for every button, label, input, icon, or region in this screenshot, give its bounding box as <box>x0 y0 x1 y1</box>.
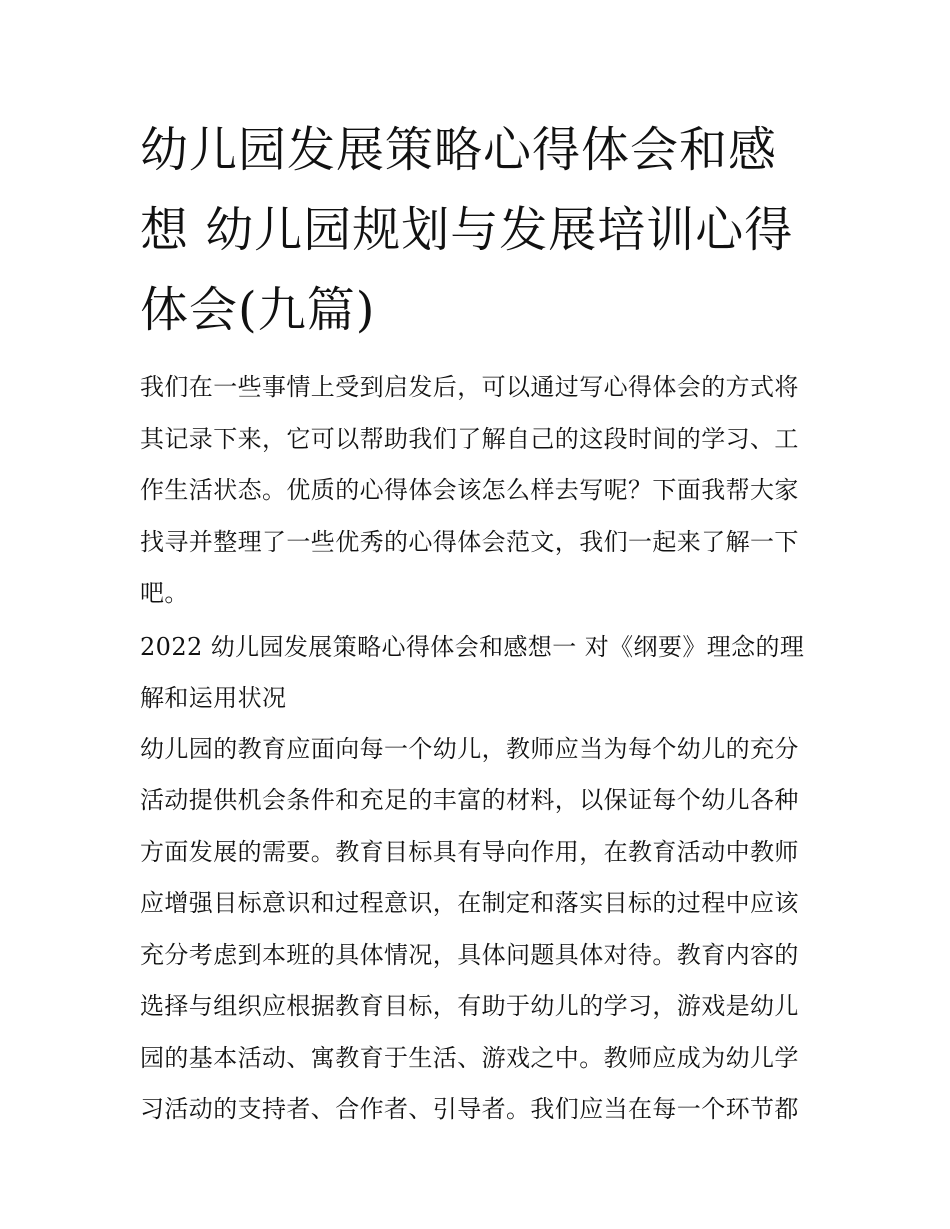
intro-paragraph: 我们在一些事情上受到启发后，可以通过写心得体会的方式将其记录下来，它可以帮助我们了解自己的这段时间的学习、工作生活状态。优质的心得体会该怎么样去写呢？下面我帮大家找寻并整理了一些优秀的心得体会范文，我们一起来了解一下吧。 <box>140 373 799 607</box>
document-title: 幼儿园发展策略心得体会和感想 幼儿园规划与发展培训心得体会(九篇) <box>140 122 794 338</box>
section-heading: 2022 幼儿园发展策略心得体会和感想一 对《纲要》理念的理解和运用状况 <box>140 632 805 712</box>
section-body-paragraph: 幼儿园的教育应面向每一个幼儿，教师应当为每个幼儿的充分活动提供机会条件和充足的丰富的材料，以保证每个幼儿各种方面发展的需要。教育目标具有导向作用，在教育活动中教师应增强目标意识和过程意识，在制定和落实目标的过程中应该充分考虑到本班的具体情况，具体问题具体对待。教育内容的选择与组织应根据教育目标，有助于幼儿的学习，游戏是幼儿园的基本活动、寓教育于生活、游戏之中。教师应成为幼儿学习活动的支持者、合作者、引导者。我们应当在每一个环节都 <box>140 734 799 1123</box>
document-content <box>140 110 815 1136</box>
